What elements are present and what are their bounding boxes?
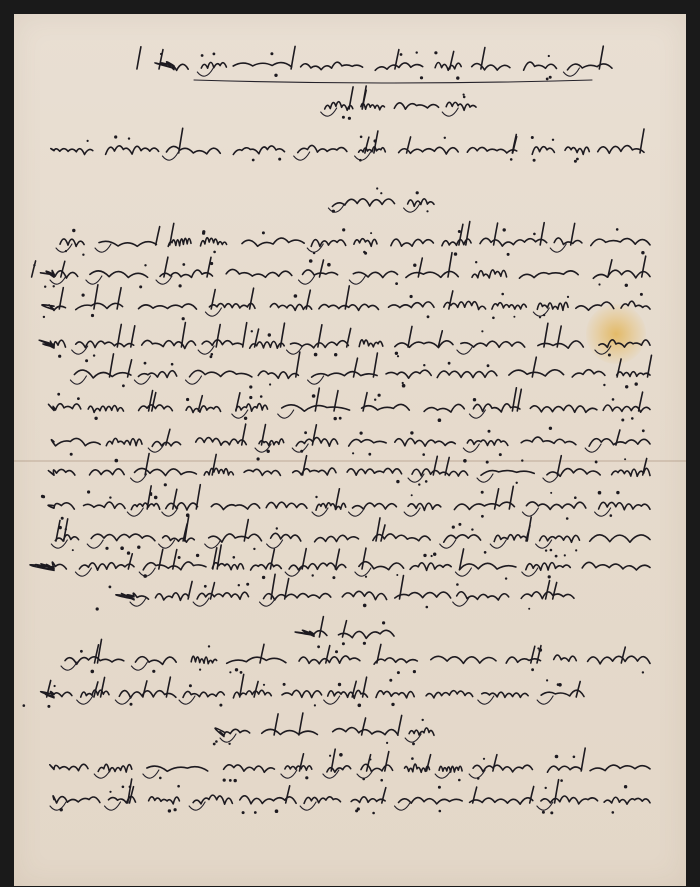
manuscript-line-4 [328,187,434,212]
manuscript-line-12 [48,454,650,487]
manuscript-line-20 [213,713,434,745]
handwritten-text [14,14,686,886]
manuscript-line-6 [32,253,650,289]
manuscript-line-11 [51,424,650,456]
manuscript-line-8 [39,323,650,359]
manuscript-line-15 [30,545,650,580]
manuscript-line-3 [51,128,644,163]
manuscript-line-17 [295,617,394,646]
manuscript-line-22 [50,779,650,814]
manuscript-line-13 [41,485,650,520]
manuscript-line-9 [70,352,651,389]
manuscript-line-14 [51,516,650,552]
manuscript-line-10 [48,388,650,422]
manuscript-line-2 [321,86,476,120]
manuscript-line-16 [96,574,574,610]
manuscript-line-5 [56,222,650,256]
manuscript-line-18 [61,639,650,674]
manuscript-line-21 [50,748,650,782]
manuscript-line-1 [137,46,612,83]
manuscript-line-19 [23,674,585,708]
manuscript-line-7 [42,285,650,321]
